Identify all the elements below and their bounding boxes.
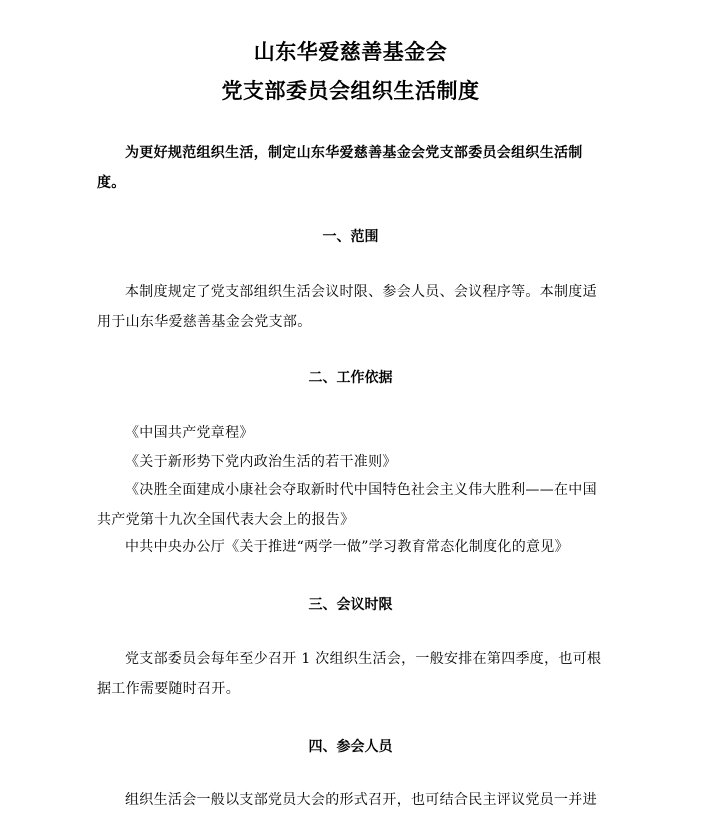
section-text-meeting-time: 党支部委员会每年至少召开 1 次组织生活会，一般安排在第四季度，也可根据工作需要随时召开。 [97,651,602,697]
document-title-line1: 山东华爱慈善基金会 [253,40,448,64]
reference-item: 《关于新形势下党内政治生活的若干准则》 [125,454,397,470]
section-text-scope: 本制度规定了党支部组织生活会议时限、参会人员、会议程序等。本制度适用于山东华爱慈善基金会党支部。 [97,284,597,330]
document-title-line2: 党支部委员会组织生活制度 [221,79,480,103]
section-heading-scope: 一、范围 [322,229,379,245]
section-text-attendees: 组织生活会一般以支部党员大会的形式召开，也可结合民主评议党员一并进 [125,792,597,808]
intro-paragraph: 为更好规范组织生活，制定山东华爱慈善基金会党支部委员会组织生活制度。 [97,145,583,191]
reference-item: 《决胜全面建成小康社会夺取新时代中国特色社会主义伟大胜利——在中国共产党第十九次全国代表大会上的报告》 [97,482,597,528]
section-heading-meeting-time: 三、会议时限 [308,597,393,613]
section-heading-basis: 二、工作依据 [308,370,393,386]
reference-item: 《中国共产党章程》 [125,425,254,441]
section-heading-attendees: 四、参会人员 [308,739,393,755]
reference-item: 中共中央办公厅《关于推进“两学一做”学习教育常态化制度化的意见》 [125,539,569,555]
